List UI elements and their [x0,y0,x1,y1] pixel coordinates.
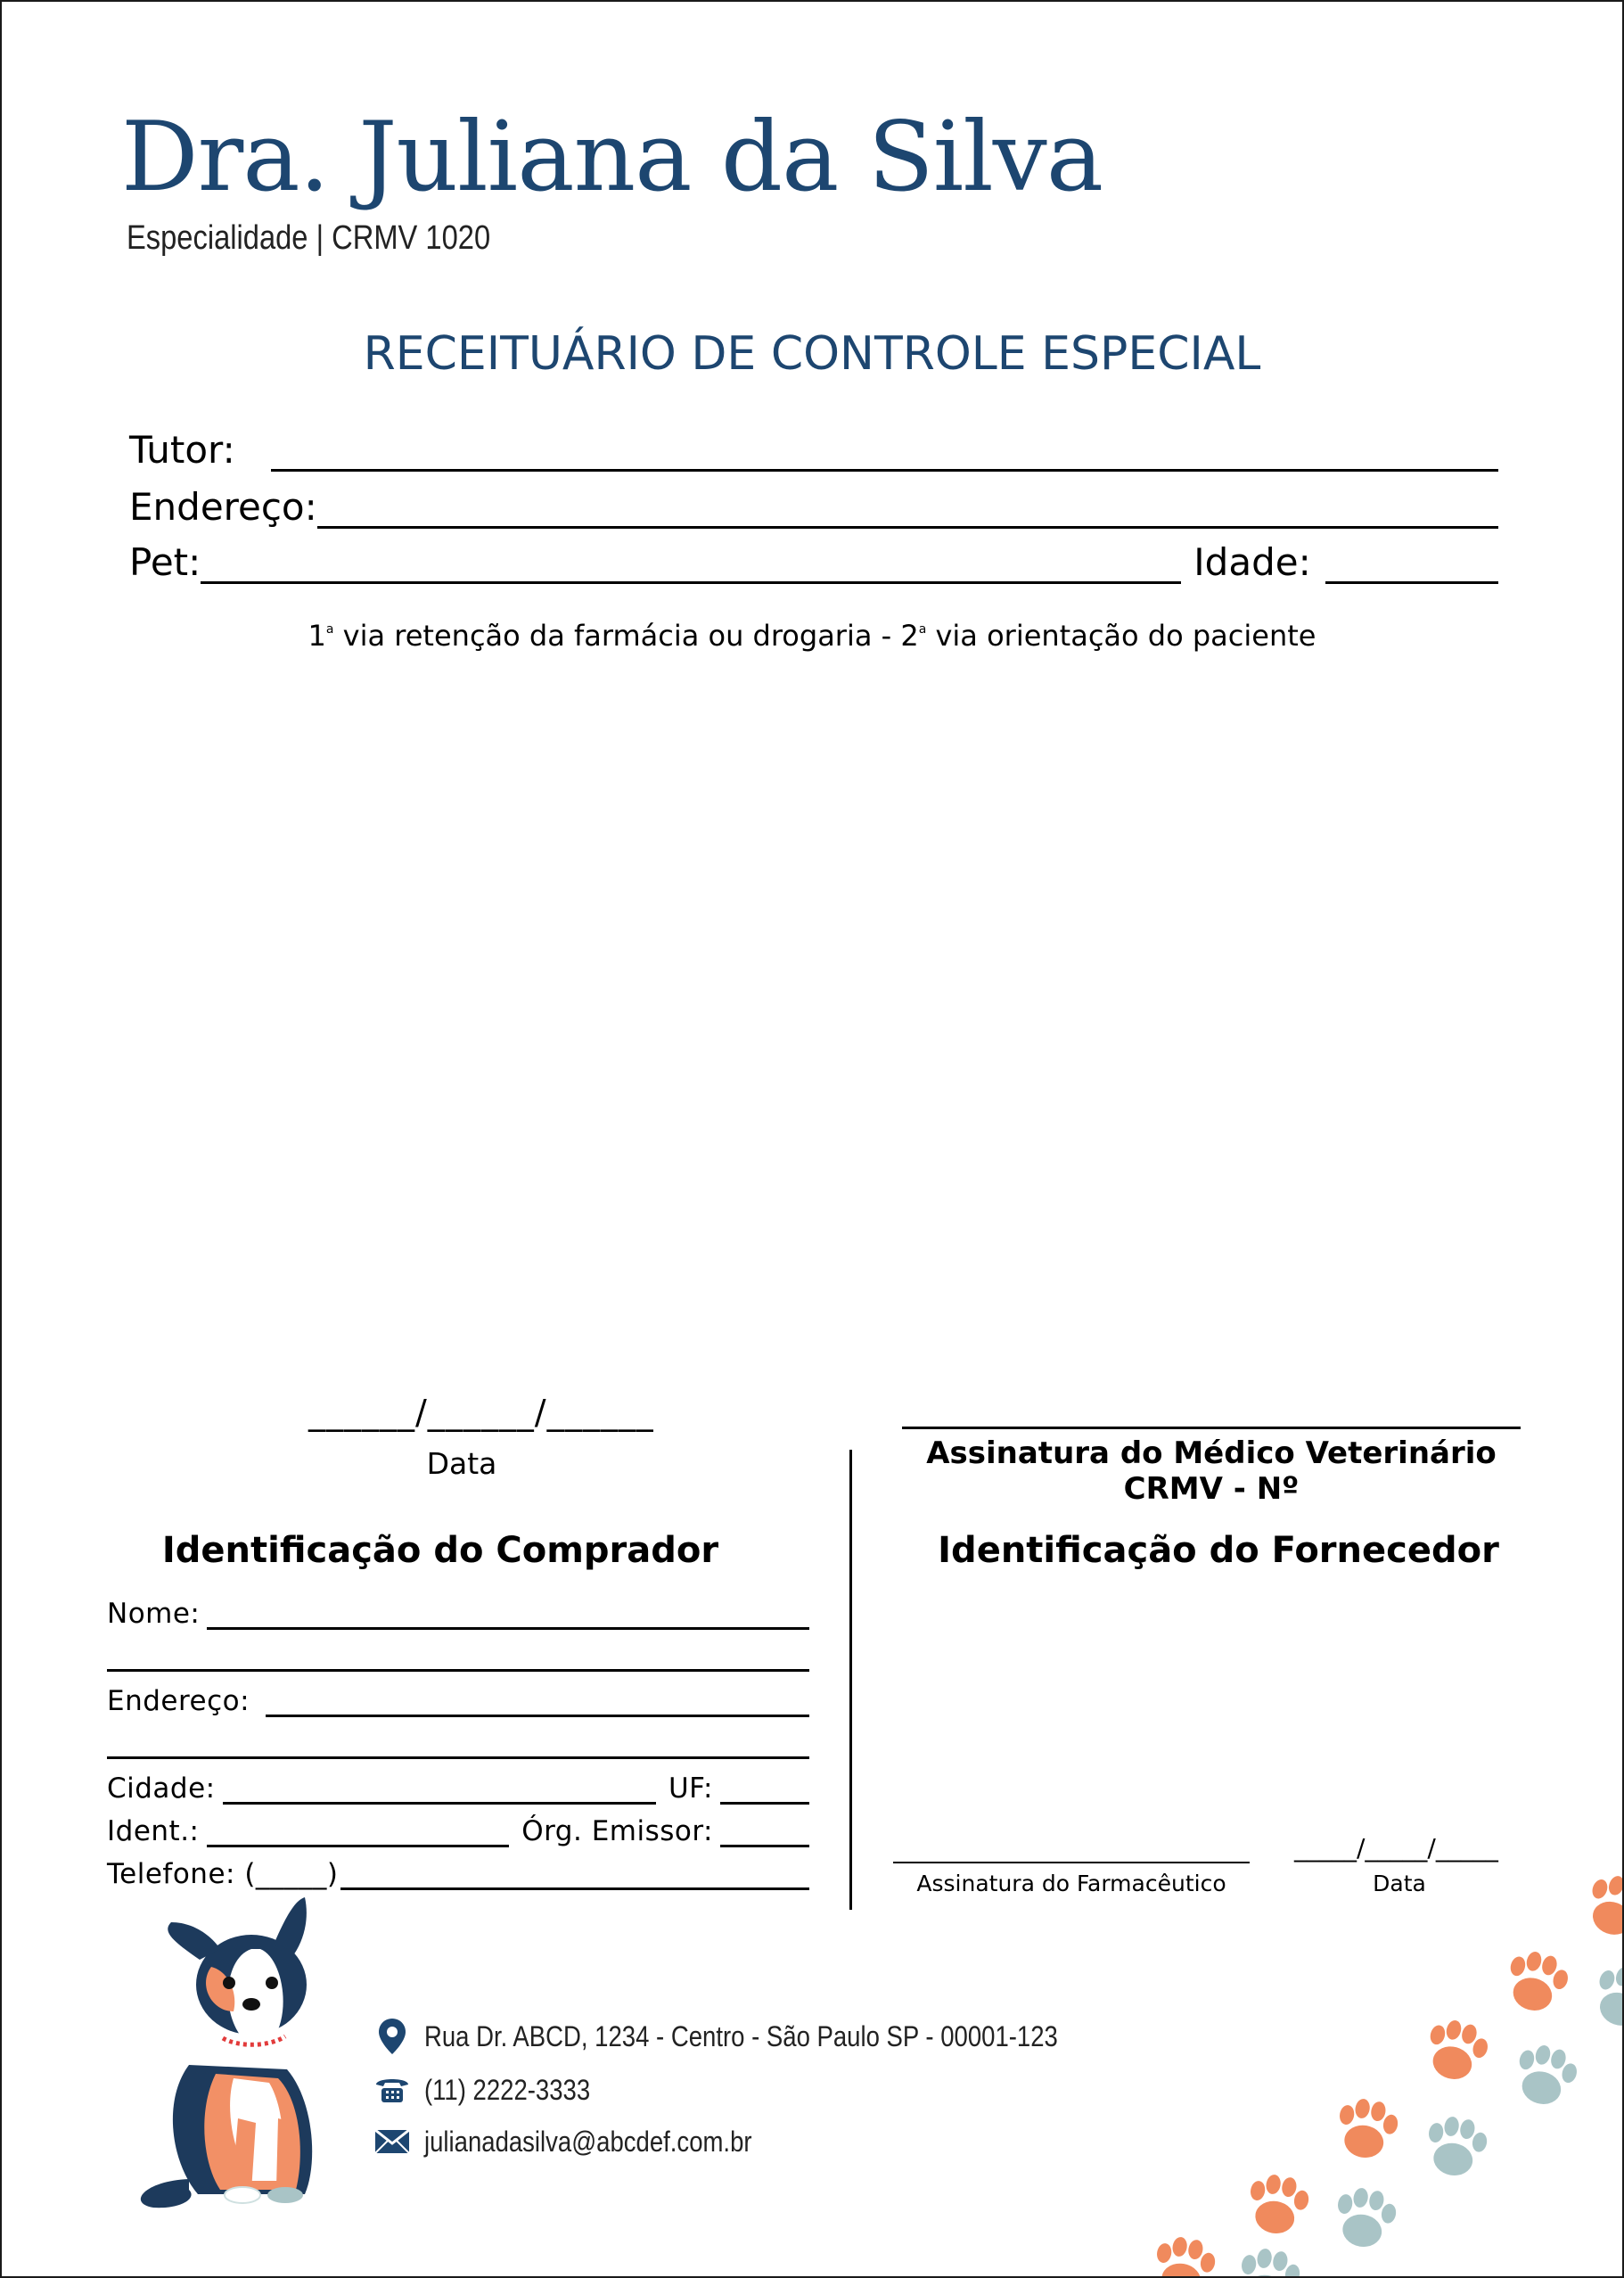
idade-label: Idade: [1193,540,1311,584]
idade-input-line[interactable] [1325,551,1498,584]
contact-address [373,2019,1161,2054]
buyer-extra-line[interactable] [107,1730,809,1759]
paw-print-icon [1421,2015,1493,2086]
endereco-input-line[interactable] [317,496,1498,529]
buyer-nome-line[interactable] [207,1600,809,1630]
buyer-uf-line[interactable] [720,1775,809,1805]
section-divider [849,1450,852,1910]
buyer-uf-label: UF: [668,1772,713,1805]
contact-phone-text: (11) 2222-3333 [424,2073,591,2106]
paw-print-icon [1510,2040,1582,2111]
doctor-name: Dra. Juliana da Silva [121,102,1103,213]
paw-print-icon [1244,2171,1312,2238]
buyer-extra-line[interactable] [107,1642,809,1672]
buyer-endereco-line[interactable] [266,1688,809,1717]
tutor-field[interactable] [129,428,1498,472]
paw-print-icon [1579,1869,1624,1944]
buyer-ident-label: Ident.: [107,1815,200,1847]
buyer-telefone-field[interactable] [107,1858,809,1890]
envelope-icon [373,2124,412,2159]
buyer-telefone-line[interactable] [340,1861,809,1890]
dog-illustration [127,1896,340,2216]
copy-note: 1$^a$ via retenção da farmácia ou drogaria - 2$^a$ via orientação do paciente [308,619,1316,653]
buyer-nome-label: Nome: [107,1598,201,1630]
vet-signature-line[interactable] [902,1427,1521,1429]
paw-print-icon [1423,2113,1490,2180]
buyer-nome-line-2[interactable] [107,1642,809,1672]
buyer-ident-line[interactable] [207,1818,510,1847]
buyer-cidade-label: Cidade: [107,1772,216,1805]
doctor-specialty: Especialidade | CRMV 1020 [127,219,491,257]
buyer-endereco-line-2[interactable] [107,1730,809,1759]
contact-address-text: Rua Dr. ABCD, 1234 - Centro - São Paulo SP - 00001-123 [424,2019,1058,2052]
endereco-field[interactable] [129,485,1498,529]
form-title: RECEITUÁRIO DE CONTROLE ESPECIAL [363,327,1261,381]
supplier-section-title: Identificação do Fornecedor [938,1530,1499,1571]
buyer-orgao-label: Órg. Emissor: [521,1815,713,1847]
pharmacist-signature-line[interactable] [893,1862,1250,1863]
paw-print-icon [1333,2095,1401,2162]
buyer-cidade-line[interactable] [223,1775,656,1805]
supplier-date-blank[interactable]: _____/_____/_____ [1294,1833,1498,1863]
prescription-date-label: Data [426,1446,497,1481]
paw-print-icon [1587,1960,1624,2035]
telephone-icon [373,2072,412,2108]
tutor-label: Tutor: [129,428,235,472]
buyer-telefone-label: Telefone: (_____) [107,1858,339,1890]
endereco-label: Endereço: [129,485,317,529]
contact-phone [373,2072,617,2108]
pharmacist-signature-label: Assinatura do Farmacêutico [916,1871,1226,1896]
paw-print-icon [1501,1946,1573,2018]
paw-print-icon [1151,2233,1218,2278]
map-pin-icon [373,2019,412,2054]
buyer-nome-field[interactable] [107,1598,809,1630]
paw-print-icon [1235,2245,1303,2278]
buyer-ident-field[interactable] [107,1815,809,1847]
supplier-date-label: Data [1373,1871,1426,1896]
paw-prints-decoration [1134,1865,1624,2278]
pet-input-line[interactable] [201,551,1181,584]
prescription-date-blank[interactable]: ______/______/______ [308,1393,654,1432]
buyer-endereco-label: Endereço: [107,1685,250,1717]
buyer-orgao-line[interactable] [720,1818,809,1847]
contact-email [373,2124,805,2159]
pet-label: Pet: [129,540,201,584]
contact-email-text: julianadasilva@abcdef.com.br [424,2125,752,2158]
tutor-input-line[interactable] [271,439,1498,472]
paw-print-icon [1332,2184,1399,2251]
pet-field[interactable] [129,540,1498,584]
buyer-section-title: Identificação do Comprador [161,1530,719,1571]
buyer-cidade-field[interactable] [107,1772,809,1805]
vet-signature-label: Assinatura do Médico Veterinário [926,1435,1497,1471]
buyer-endereco-field[interactable] [107,1685,809,1717]
crmv-label: CRMV - Nº [1123,1471,1300,1507]
